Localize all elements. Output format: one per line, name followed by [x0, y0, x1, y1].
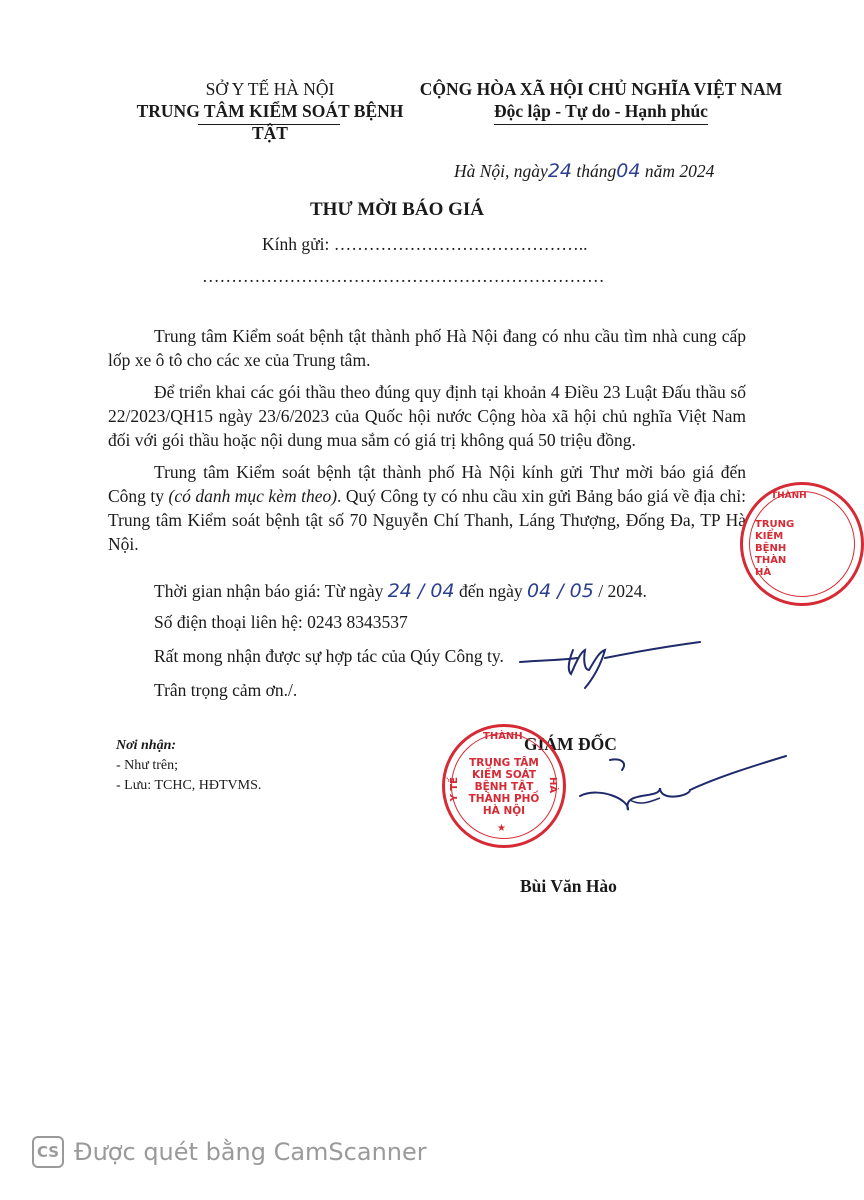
receive-time-prefix: Thời gian nhận báo giá: Từ ngày — [154, 581, 384, 601]
recipient-dots-line: …………………………………………………………… — [202, 266, 605, 286]
camscanner-logo-icon: CS — [32, 1136, 64, 1168]
stamp-line: TRUNG TÂM — [469, 757, 539, 769]
stamp-line: HÀ — [755, 567, 772, 578]
department-name: SỞ Y TẾ HÀ NỘI — [205, 79, 335, 99]
receive-time-suffix: / 2024. — [598, 581, 647, 601]
date-line — [454, 160, 714, 182]
stamp-line: BỆNH — [755, 543, 787, 554]
receive-time-line — [154, 580, 647, 602]
date-year: năm 2024 — [644, 161, 715, 181]
paragraph-3-a: Trung tâm Kiểm soát bệnh tật thành phố Hà Nội kính gửi Thư mời báo giá đến Công ty — [108, 462, 746, 506]
stamp-line: BỆNH TẬT — [474, 781, 534, 793]
recipient-label: Kính gửi: — [262, 234, 330, 254]
signer-name: Bùi Văn Hào — [520, 876, 617, 896]
stamp-line: THÀN — [755, 555, 787, 566]
stamp-ring-top: THÀNH — [483, 731, 523, 742]
edge-stamp-center — [755, 519, 794, 579]
header-right-underline — [494, 124, 708, 125]
receive-time-to: 04 / 05 — [526, 580, 594, 602]
recipients-title: Nơi nhận: — [116, 738, 177, 753]
director-signature — [510, 740, 790, 830]
receive-time-middle: đến ngày — [458, 581, 523, 601]
camscanner-text: Được quét bằng CamScanner — [74, 1138, 427, 1166]
initials-signature — [515, 630, 705, 700]
recipients-item: - Như trên; — [116, 758, 179, 773]
stamp-star-icon: ★ — [497, 823, 506, 834]
stamp-line: KIỂM SOÁT — [472, 769, 536, 781]
body — [108, 324, 746, 566]
cooperation-line: Rất mong nhận được sự hợp tác của Qúy Công ty. — [154, 646, 504, 666]
phone-line: Số điện thoại liên hệ: 0243 8343537 — [154, 612, 408, 632]
date-prefix: Hà Nội, ngày — [454, 161, 548, 181]
paragraph-2: Để triển khai các gói thầu theo đúng quy định tại khoản 4 Điều 23 Luật Đấu thầu số 22/2023/QH15 ngày 23/6/2023 của Quốc hội nước Cộng hòa xã hội chủ nghĩa Việt Nam đối với gói thầu hoặc nội dung mua sắm có giá trị không quá 50 triệu đồng. — [108, 382, 746, 450]
recipients-block — [116, 736, 261, 796]
date-month: 04 — [616, 160, 641, 182]
stamp-line: TRUNG — [755, 519, 795, 530]
stamp-ring-left: Y TẾ — [449, 777, 460, 802]
country-name: CỘNG HÒA XÃ HỘI CHỦ NGHĨA VIỆT NAM — [419, 79, 783, 99]
paragraph-3-italic: (có danh mục kèm theo) — [168, 486, 338, 506]
camscanner-footer — [32, 1136, 427, 1168]
motto: Độc lập - Tự do - Hạnh phúc — [494, 101, 708, 121]
edge-stamp-ring-top: THÀNH — [771, 491, 807, 501]
stamp-line: KIỂM — [755, 531, 784, 542]
paragraph-3 — [108, 460, 746, 556]
receive-time-from: 24 / 04 — [387, 580, 455, 602]
header-left-underline — [198, 124, 340, 125]
recipient-dots: …………………………………….. — [333, 234, 588, 254]
date-day: 24 — [547, 160, 573, 182]
signature-role: GIÁM ĐỐC — [524, 734, 617, 754]
stamp-ring-right: HÀ — [547, 777, 558, 794]
recipients-item: - Lưu: TCHC, HĐTVMS. — [116, 778, 262, 793]
header-left — [120, 78, 420, 144]
document-title: THƯ MỜI BÁO GIÁ — [310, 199, 484, 220]
header-right — [418, 78, 784, 122]
center-name: TRUNG TÂM KIỂM SOÁT BỆNH TẬT — [136, 101, 404, 143]
recipient-line — [262, 234, 587, 255]
date-month-label: tháng — [576, 161, 617, 181]
stamp-line: THÀNH PHỐ — [468, 793, 540, 805]
paragraph-1: Trung tâm Kiểm soát bệnh tật thành phố Hà Nội đang có nhu cầu tìm nhà cung cấp lốp xe ô tô cho các xe của Trung tâm. — [108, 326, 746, 370]
stamp-line: HÀ NỘI — [482, 805, 526, 817]
thanks-line: Trân trọng cảm ơn./. — [154, 680, 298, 700]
paragraph-3-b: . Quý Công ty có nhu cầu xin gửi Bảng báo giá về địa chỉ: Trung tâm Kiểm soát bệnh tật số 70 Nguyễn Chí Thanh, Láng Thượng, Đống Đa, TP Hà Nội. — [108, 486, 746, 554]
edge-stamp — [740, 482, 864, 606]
